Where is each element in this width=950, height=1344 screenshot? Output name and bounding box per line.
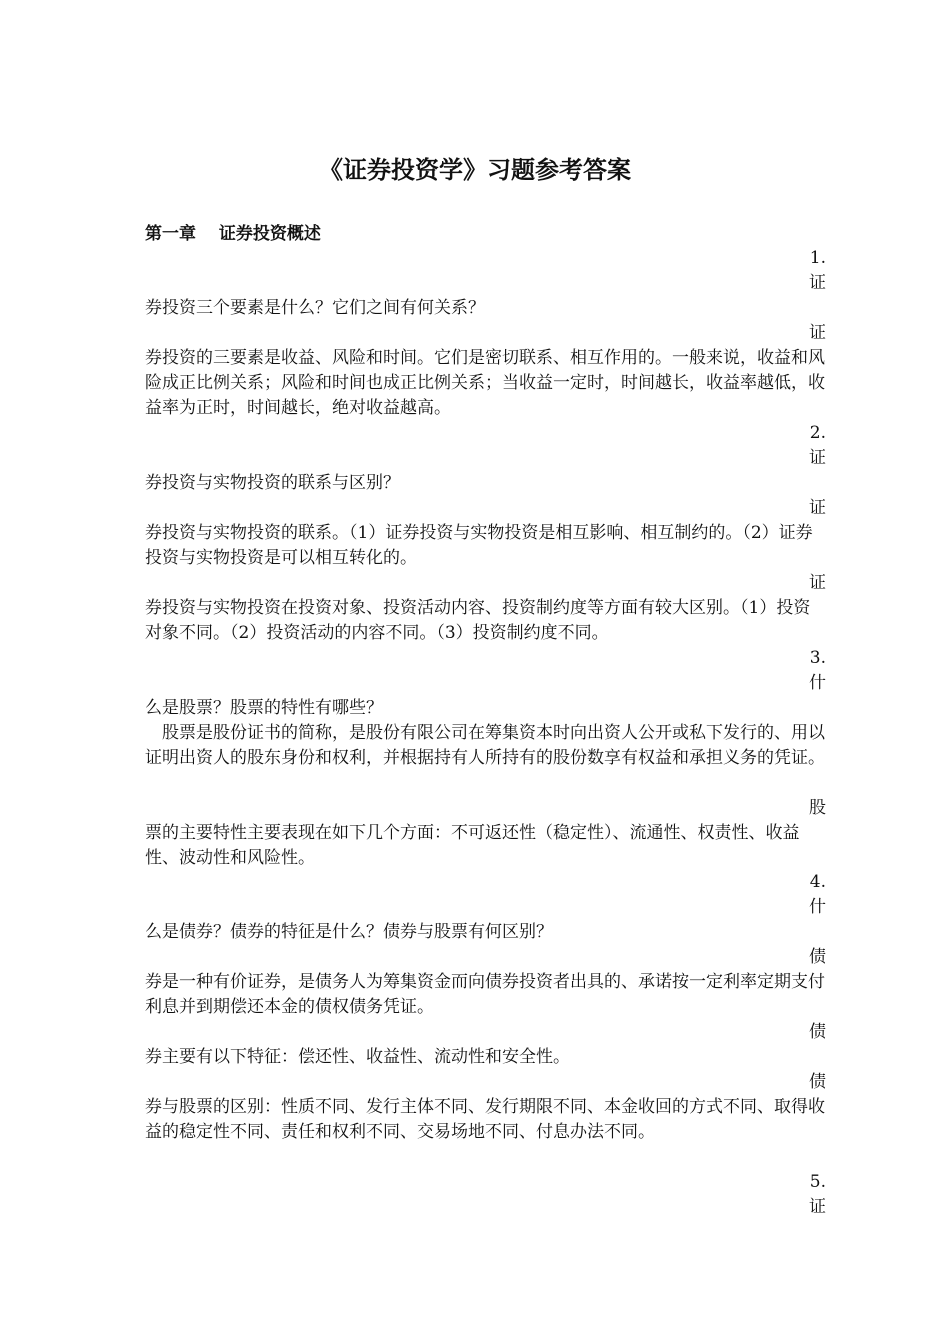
question-5-number: 5. <box>809 1172 826 1192</box>
answer-1-lead-char: 证 <box>809 323 826 343</box>
question-4-lead-char: 什 <box>809 897 826 917</box>
answer-3b-lead-char: 股 <box>809 798 826 818</box>
question-2-lead-char: 证 <box>809 448 826 468</box>
answer-4b-text: 券主要有以下特征：偿还性、收益性、流动性和安全性。 <box>145 1047 570 1067</box>
question-3-text: 么是股票？股票的特性有哪些？ <box>145 698 383 718</box>
question-1-number: 1. <box>809 248 826 268</box>
chapter-heading: 第一章 证券投资概述 <box>145 224 321 244</box>
answer-4a-lead-char: 债 <box>809 947 826 967</box>
question-3-number: 3. <box>809 648 826 668</box>
answer-3b-text: 票的主要特性主要表现在如下几个方面：不可返还性（稳定性）、流通性、权责性、收益性、波动性和风险性。 <box>145 823 800 868</box>
question-5-lead-char: 证 <box>809 1197 826 1217</box>
answer-2a-text: 券投资与实物投资的联系。（1）证券投资与实物投资是相互影响、相互制约的。（2）证券投资与实物投资是可以相互转化的。 <box>145 523 813 568</box>
question-2-number: 2. <box>809 423 826 443</box>
answer-2b-text: 券投资与实物投资在投资对象、投资活动内容、投资制约度等方面有较大区别。（1）投资对象不同。（2）投资活动的内容不同。（3）投资制约度不同。 <box>145 598 811 643</box>
answer-4c-text: 券与股票的区别：性质不同、发行主体不同、发行期限不同、本金收回的方式不同、取得收益的稳定性不同、责任和权利不同、交易场地不同、付息办法不同。 <box>145 1097 825 1142</box>
answer-1-text: 券投资的三要素是收益、风险和时间。它们是密切联系、相互作用的。一般来说，收益和风险成正比例关系；风险和时间也成正比例关系；当收益一定时，时间越长，收益率越低，收益率为正时，时间越长，绝对收益越高。 <box>145 348 825 418</box>
question-3-lead-char: 什 <box>809 673 826 693</box>
answer-4b-lead-char: 债 <box>809 1022 826 1042</box>
answer-4a-text: 券是一种有价证券，是债务人为筹集资金而向债券投资者出具的、承诺按一定利率定期支付利息并到期偿还本金的债权债务凭证。 <box>145 972 825 1017</box>
answer-2a-lead-char: 证 <box>809 498 826 518</box>
question-4-text: 么是债券？债券的特征是什么？债券与股票有何区别？ <box>145 922 553 942</box>
answer-3a-text: 股票是股份证书的简称，是股份有限公司在筹集资本时向出资人公开或私下发行的、用以证明出资人的股东身份和权利，并根据持有人所持有的股份数享有权益和承担义务的凭证。 <box>145 723 825 768</box>
document-title: 《证券投资学》习题参考答案 <box>319 155 631 184</box>
question-1-text: 券投资三个要素是什么？它们之间有何关系？ <box>145 298 485 318</box>
answer-2b-lead-char: 证 <box>809 573 826 593</box>
question-1-lead-char: 证 <box>809 273 826 293</box>
question-2-text: 券投资与实物投资的联系与区别？ <box>145 473 400 493</box>
question-4-number: 4. <box>809 872 826 892</box>
answer-4c-lead-char: 债 <box>809 1072 826 1092</box>
